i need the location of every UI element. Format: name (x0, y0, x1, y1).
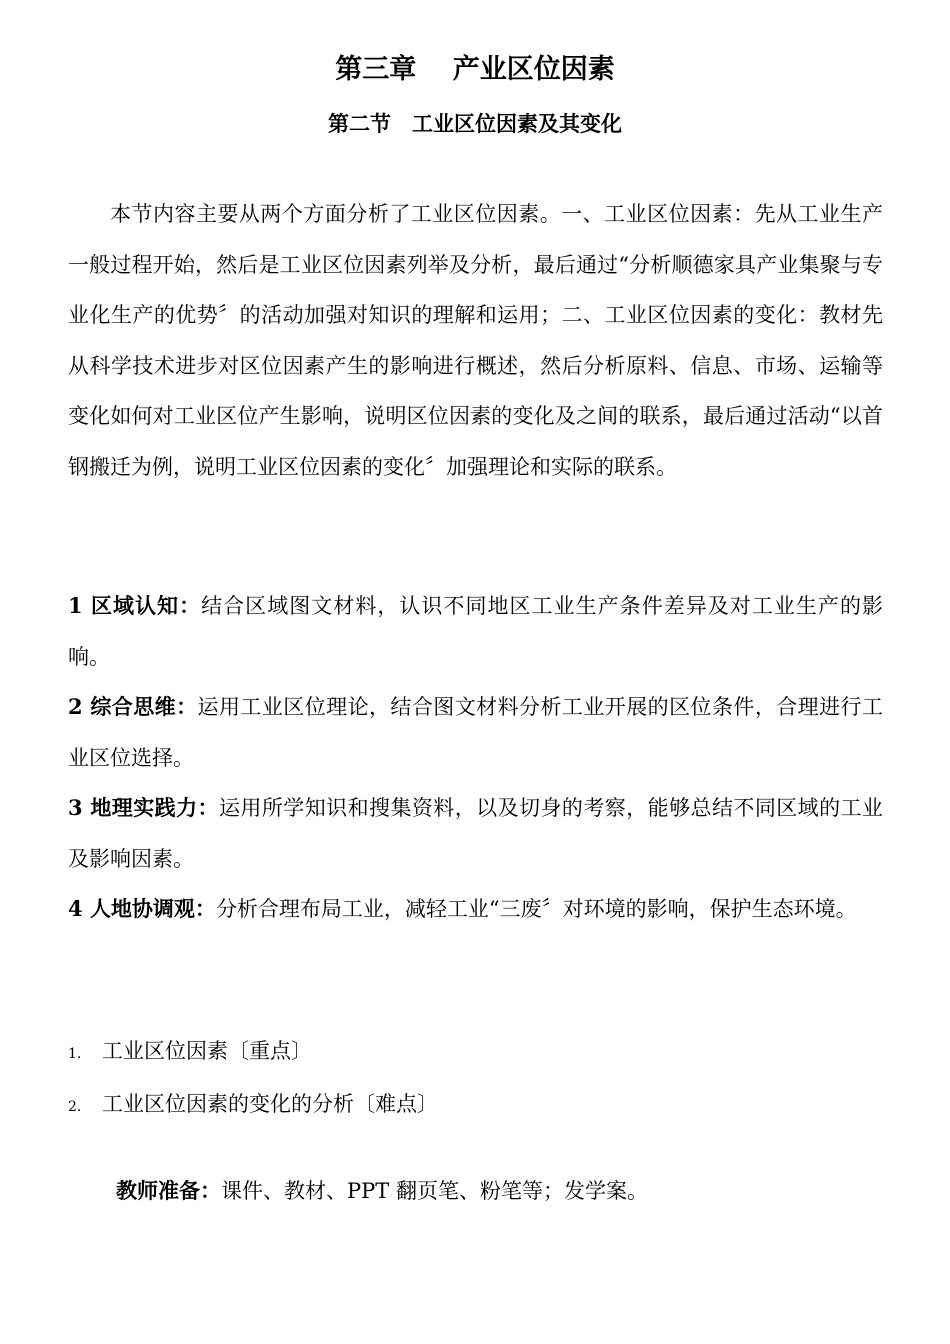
goal-label: 4 人地协调观： (68, 896, 216, 921)
prep-label: 教师准备： (116, 1178, 221, 1203)
teacher-preparation (116, 1166, 883, 1216)
chapter-title: 第三章 产业区位因素 (335, 54, 615, 85)
goal-item (68, 884, 883, 935)
list-item-text: 工业区位因素〔重点〕 (102, 1039, 312, 1063)
goal-label: 2 综合思维： (68, 694, 198, 719)
goal-text: 分析合理布局工业，减轻工业“三废〞对环境的影响，保护生态环境。 (215, 897, 857, 921)
goal-text: 运用所学知识和搜集资料，以及切身的考察，能够总结不同区域的工业及影响因素。 (68, 796, 883, 871)
list-number: 2. (68, 1099, 82, 1115)
goal-text: 结合区域图文材料，认识不同地区工业生产条件差异及对工业生产的影响。 (68, 594, 883, 669)
goal-item (68, 783, 883, 884)
goal-item (68, 581, 883, 682)
list-number: 1. (68, 1046, 82, 1062)
prep-text: 课件、教材、PPT 翻页笔、粉笔等；发学案。 (221, 1179, 648, 1203)
key-difficult-points-list (68, 1026, 883, 1132)
core-competency-goals (68, 581, 883, 935)
goal-label: 3 地理实践力： (68, 795, 219, 820)
list-item-text: 工业区位因素的变化的分析〔难点〕 (102, 1092, 438, 1116)
goal-label: 1 区域认知： (68, 593, 202, 618)
section-title: 第二节 工业区位因素及其变化 (328, 111, 622, 136)
list-item (68, 1026, 883, 1079)
goal-item (68, 682, 883, 783)
goal-text: 运用工业区位理论，结合图文材料分析工业开展的区位条件，合理进行工业区位选择。 (68, 695, 883, 770)
intro-paragraph: 本节内容主要从两个方面分析了工业区位因素。一、工业区位因素：先从工业生产一般过程开始，然后是工业区位因素列举及分析，最后通过“分析顺德家具产业集聚与专业化生产的优势〞的活动加强对知识的理解和运用；二、工业区位因素的变化：教材先从科学技术进步对区位因素产生的影响进行概述，然后分析原料、信息、市场、运输等变化如何对工业区位产生影响，说明区位因素的变化及之间的联系，最后通过活动“以首钢搬迁为例，说明工业区位因素的变化〞加强理论和实际的联系。 (68, 202, 883, 479)
list-item (68, 1079, 883, 1132)
